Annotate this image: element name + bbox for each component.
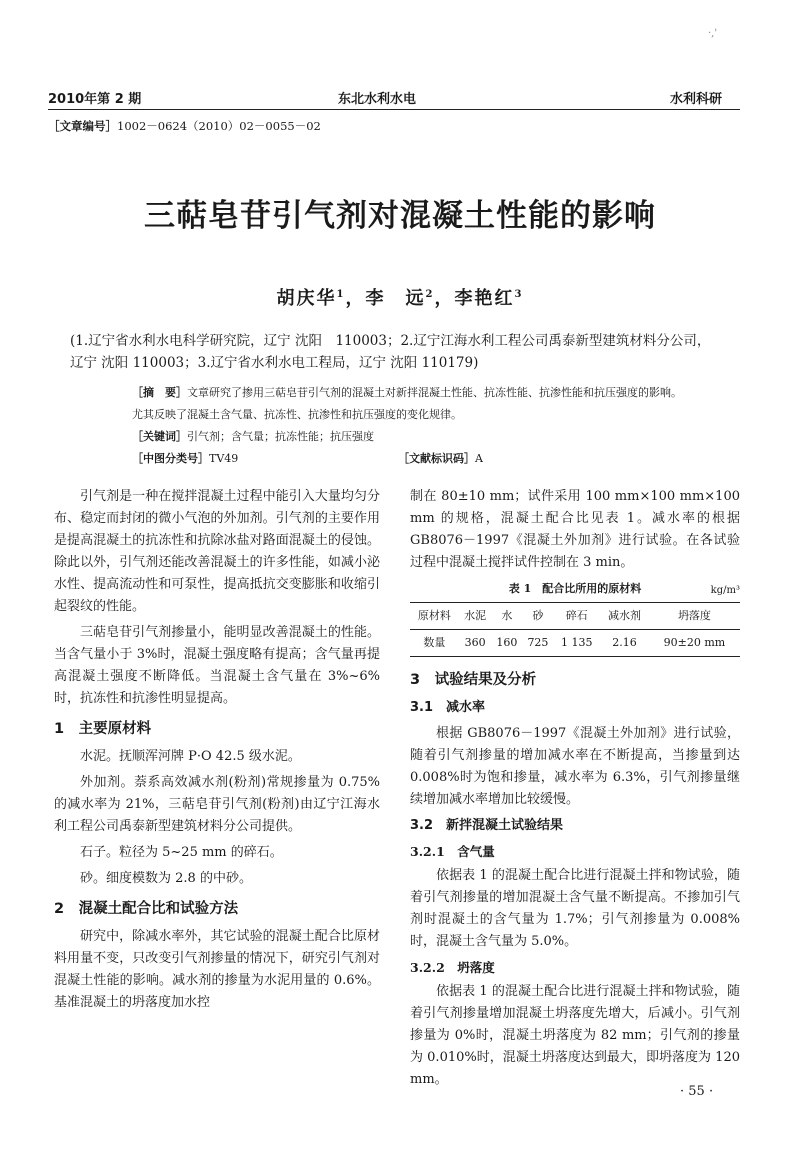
section-3-2-heading: 3.2 新拌混凝土试验结果 [410,818,564,833]
corner-mark: ·,' [708,28,718,39]
keywords-text: 引气剂；含气量；抗冻性能；抗压强度 [187,430,374,443]
section-2-heading: 2 混凝土配合比和试验方法 [54,901,239,917]
doc-code-label: ［文献标识码］ [398,452,475,465]
table-cell: 2.16 [600,630,649,657]
clc-label: ［中图分类号］ [132,452,209,465]
table-cell: 160 [491,630,522,657]
table-cell: 1 135 [553,630,600,657]
section-3-2-2-heading: 3.2.2 坍落度 [410,960,495,975]
table-header-cell: 水泥 [459,603,492,630]
right-column [410,486,740,1095]
author-name: 胡庆华 [276,288,337,309]
table-row [410,630,740,657]
air-content-paragraph: 依据表 1 的混凝土配合比进行混凝土拌和物试验，随着引气剂掺量的增加混凝土含气量不断提高。不掺加引气剂时混凝土的含气量为 1.7%；引气剂掺量为 0.008%时，混凝土含气量为 5.0%。 [410,868,740,949]
table-header-cell: 原材料 [410,603,459,630]
abstract-text: 文章研究了掺用三萜皂苷引气剂的混凝土对新拌混凝土性能、抗冻性能、抗渗性能和抗压强度的影响。尤其反映了混凝土含气量、抗冻性、抗渗性和抗压强度的变化规律。 [132,386,682,421]
continued-paragraph: 制在 80±10 mm；试件采用 100 mm×100 mm×100 mm 的规格，混凝土配合比见表 1。减水率的根据 GB8076－1997《混凝土外加剂》进行试验。在各试验过程中混凝土搅拌试件控制在 3 min。 [410,489,740,570]
admixture-paragraph: 外加剂。萘系高效减水剂(粉剂)常规掺量为 0.75%的减水率为 21%，三萜皂苷引气剂(粉剂)由辽宁江海水利工程公司禹泰新型建筑材料分公司提供。 [54,775,380,834]
author-sup: 3 [514,289,524,300]
section-1-heading: 1 主要原材料 [54,721,152,737]
section-3-heading: 3 试验结果及分析 [410,672,537,688]
author-sup: 1 [336,289,346,300]
header-rule [48,109,740,110]
table-caption [410,578,740,600]
cement-paragraph: 水泥。抚顺浑河牌 P·O 42.5 级水泥。 [80,749,301,764]
author-sup: 2 [425,289,435,300]
affiliation-line-1: (1.辽宁省水利水电科学研究院，辽宁 沈阳 110003；2.辽宁江海水利工程公司禹泰新型建筑材料分公司， [70,333,711,349]
keywords [132,426,692,448]
doc-code-value: A [475,452,483,465]
clc-value: TV49 [209,452,239,465]
table-header-row [410,603,740,630]
author-list: 胡庆华$^1$，李 远$^2$，李艳红$^3$ [276,288,524,309]
table-header-cell: 水 [491,603,522,630]
table-caption-text: 表 1 配合比所用的原材料 [508,582,642,595]
abstract [132,382,692,426]
method-paragraph: 研究中，除减水率外，其它试验的混凝土配合比原材料用量不变，只改变引气剂掺量的情况下，研究引气剂对混凝土性能的影响。减水剂的掺量为水泥用量的 0.6%。基准混凝土的坍落度加水控 [54,929,380,1010]
keywords-label: ［关键词］ [132,430,187,443]
article-number-value: 1002－0624（2010）02－0055－02 [117,119,321,133]
doc-code [398,448,698,470]
page-title: 三萜皂苷引气剂对混凝土性能的影响 [144,198,656,234]
section-3-2-1-heading: 3.2.1 含气量 [410,844,495,859]
author-name: 李艳红 [454,288,515,309]
table-header-cell: 砂 [522,603,553,630]
table-header-cell: 坍落度 [649,603,740,630]
article-number [48,118,321,134]
issue-label: 2010年第 2 期 [48,92,142,107]
affiliation-line-2: 辽宁 沈阳 110003；3.辽宁省水利水电工程局，辽宁 沈阳 110179) [70,355,479,371]
table-cell: 数量 [410,630,459,657]
page-number: · 55 · [680,1084,714,1099]
article-number-label: ［文章编号］ [48,119,117,133]
journal-name: 东北水利水电 [338,92,417,107]
sand-paragraph: 砂。细度模数为 2.8 的中砂。 [80,871,252,886]
section-3-1-heading: 3.1 减水率 [410,700,486,715]
section-label: 水利科研 [670,92,723,107]
intro-paragraph-2: 三萜皂苷引气剂掺量小，能明显改善混凝土的性能。当含气量小于 3%时，混凝土强度略有提高；含气量再提高混凝土强度不断降低。当混凝土含气量在 3%~6%时，抗冻性和抗渗性明显提高。 [54,625,380,706]
gravel-paragraph: 石子。粒径为 5~25 mm 的碎石。 [80,845,283,860]
abstract-label: ［摘 要］ [132,386,187,399]
table-cell: 360 [459,630,492,657]
slump-paragraph: 依据表 1 的混凝土配合比进行混凝土拌和物试验，随着引气剂掺量增加混凝土坍落度先增大，后减小。引气剂掺量为 0%时，混凝土坍落度为 82 mm；引气剂的掺量为 0.010%时，混凝土坍落度达到最大，即坍落度为 120 mm。 [410,984,740,1087]
intro-paragraph-1: 引气剂是一种在搅拌混凝土过程中能引入大量均匀分布、稳定而封闭的微小气泡的外加剂。引气剂的主要作用是提高混凝土的抗冻性和抗除冰盐对路面混凝土的侵蚀。除此以外，引气剂还能改善混凝土的许多性能，如减小泌水性、提高流动性和可泵性，提高抵抗交变膨胀和收缩引起裂纹的性能。 [54,489,380,614]
table-cell: 90±20 mm [649,630,740,657]
water-reduction-paragraph: 根据 GB8076－1997《混凝土外加剂》进行试验，随着引气剂掺量的增加减水率在不断提高，当掺量到达 0.008%时为饱和掺量，减水率为 6.3%，引气剂掺量继续增加减水率增加比较缓慢。 [410,726,740,807]
mix-proportion-table [410,602,740,657]
author-name: 李 远 [365,288,426,309]
table-header-cell: 碎石 [553,603,600,630]
table-header-cell: 减水剂 [600,603,649,630]
table-unit: kg/m³ [710,585,740,596]
left-column [54,486,380,1018]
table-cell: 725 [522,630,553,657]
